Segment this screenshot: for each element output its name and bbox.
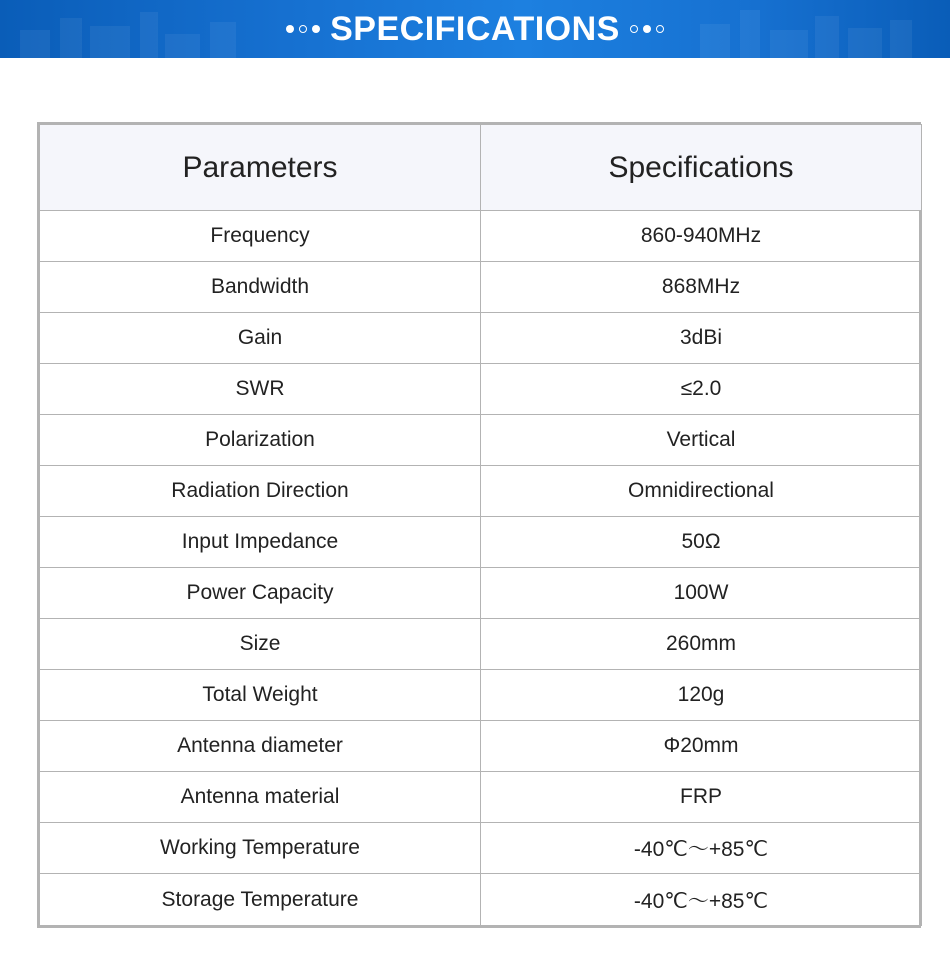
header-banner <box>0 0 950 58</box>
parameter-cell: Total Weight <box>40 670 481 721</box>
table-row <box>40 823 922 874</box>
table-row <box>40 517 922 568</box>
page-title: SPECIFICATIONS <box>330 10 620 48</box>
specification-cell: -40℃～+85℃ <box>481 874 922 926</box>
dot-icon <box>643 25 651 33</box>
parameter-cell: Frequency <box>40 211 481 262</box>
specification-cell: 120g <box>481 670 922 721</box>
specification-cell: 868MHz <box>481 262 922 313</box>
parameter-cell: Gain <box>40 313 481 364</box>
parameter-cell: Storage Temperature <box>40 874 481 926</box>
table-row <box>40 619 922 670</box>
parameter-cell: Bandwidth <box>40 262 481 313</box>
table-row <box>40 262 922 313</box>
table-row <box>40 670 922 721</box>
parameter-cell: Working Temperature <box>40 823 481 874</box>
dot-icon <box>312 25 320 33</box>
parameter-cell: Antenna material <box>40 772 481 823</box>
right-dots-decoration <box>630 25 664 33</box>
parameter-cell: Polarization <box>40 415 481 466</box>
parameter-cell: Antenna diameter <box>40 721 481 772</box>
column-header-parameters: Parameters <box>40 125 481 211</box>
table-row <box>40 772 922 823</box>
table-row <box>40 874 922 926</box>
banner-title-group <box>0 0 950 58</box>
specification-cell: Vertical <box>481 415 922 466</box>
table-row <box>40 568 922 619</box>
specification-cell: 3dBi <box>481 313 922 364</box>
parameter-cell: Radiation Direction <box>40 466 481 517</box>
table-header-row <box>40 125 922 211</box>
table-row <box>40 721 922 772</box>
specifications-table <box>37 122 921 928</box>
specification-cell: Φ20mm <box>481 721 922 772</box>
table-row <box>40 313 922 364</box>
parameter-cell: Power Capacity <box>40 568 481 619</box>
specification-cell: -40℃～+85℃ <box>481 823 922 874</box>
table-row <box>40 364 922 415</box>
specification-cell: 50Ω <box>481 517 922 568</box>
parameter-cell: SWR <box>40 364 481 415</box>
table-row <box>40 415 922 466</box>
left-dots-decoration <box>286 25 320 33</box>
specification-cell: FRP <box>481 772 922 823</box>
table-row <box>40 211 922 262</box>
column-header-specifications: Specifications <box>481 125 922 211</box>
table-row <box>40 466 922 517</box>
specification-cell: 860-940MHz <box>481 211 922 262</box>
specification-cell: Omnidirectional <box>481 466 922 517</box>
dot-icon <box>630 25 638 33</box>
parameter-cell: Input Impedance <box>40 517 481 568</box>
dot-icon <box>286 25 294 33</box>
dot-icon <box>656 25 664 33</box>
specification-cell: ≤2.0 <box>481 364 922 415</box>
specification-cell: 260mm <box>481 619 922 670</box>
parameter-cell: Size <box>40 619 481 670</box>
specification-cell: 100W <box>481 568 922 619</box>
dot-icon <box>299 25 307 33</box>
